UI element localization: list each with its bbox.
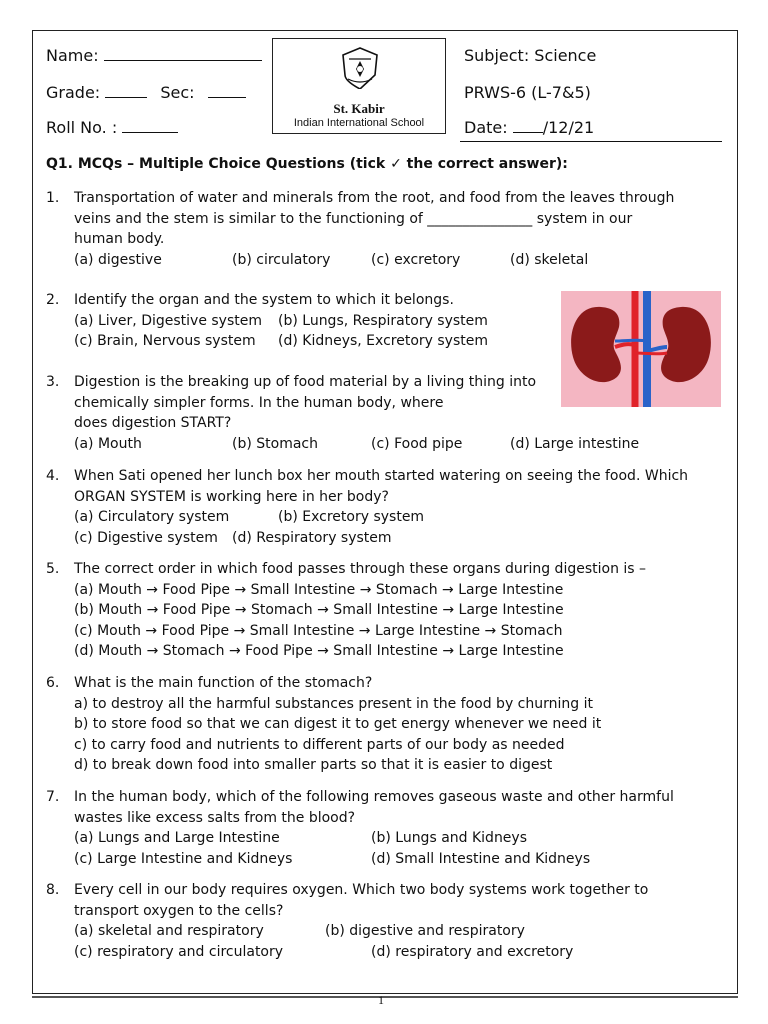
option-c[interactable]: (c) Digestive system [74, 529, 218, 546]
question-text: does digestion START? [74, 415, 232, 431]
page-number: 1 [378, 993, 384, 1007]
question-text: Identify the organ and the system to which it belongs. [74, 292, 454, 308]
school-emblem-icon [341, 47, 379, 89]
question-number: 7. [46, 789, 60, 805]
option-b[interactable]: (b) Excretory system [278, 509, 425, 525]
option-b[interactable]: (b) Mouth → Food Pipe → Stomach → Small Intestine → Large Intestine [74, 602, 564, 618]
question-text: wastes like excess salts from the blood? [74, 809, 356, 826]
grade-blank[interactable] [105, 97, 147, 98]
option-d[interactable]: (d) skeletal [510, 251, 589, 268]
question-number: 4. [46, 468, 60, 484]
option-d[interactable]: (d) Respiratory system [232, 529, 392, 546]
question-text: When Sati opened her lunch box her mouth started watering on seeing the food. Which [74, 468, 689, 484]
question-text: The correct order in which food passes through these organs during digestion is – [74, 561, 647, 577]
option-a[interactable]: (a) skeletal and respiratory [74, 923, 264, 939]
date-value: /12/21 [542, 118, 595, 137]
question-number: 1. [46, 190, 60, 206]
grade-field [46, 83, 246, 102]
name-field [46, 46, 262, 65]
option-c[interactable]: (c) respiratory and circulatory [74, 943, 284, 960]
date-label: Date: [464, 118, 508, 137]
option-d[interactable]: (d) Mouth → Stomach → Food Pipe → Small Intestine → Large Intestine [74, 643, 564, 659]
question-text: veins and the stem is similar to the functioning of _______________ system in our [74, 210, 633, 227]
option-b[interactable]: (b) Lungs, Respiratory system [278, 312, 488, 329]
option-c[interactable]: (c) Food pipe [371, 435, 463, 452]
option-b[interactable]: (b) Stomach [232, 435, 318, 452]
question-text: Transportation of water and minerals from the root, and food from the leaves through [74, 190, 675, 206]
option-b[interactable]: (b) circulatory [232, 251, 331, 268]
renal-artery-right [635, 353, 667, 354]
option-c[interactable]: c) to carry food and nutrients to different parts of our body as needed [74, 736, 565, 753]
option-d[interactable]: (d) Large intestine [510, 435, 640, 452]
question-text: Digestion is the breaking up of food material by a living thing into [74, 374, 537, 390]
footer-rule [32, 996, 738, 998]
date-field [464, 118, 594, 137]
roll-field [46, 118, 178, 137]
option-b[interactable]: (b) digestive and respiratory [325, 923, 525, 939]
option-a[interactable]: (a) digestive [74, 251, 162, 268]
option-d[interactable]: (d) Small Intestine and Kidneys [371, 850, 591, 867]
option-a[interactable]: a) to destroy all the harmful substances present in the food by churning it [74, 695, 593, 712]
roll-blank[interactable] [122, 132, 178, 133]
question-number: 3. [46, 374, 60, 390]
option-d[interactable]: (d) Kidneys, Excretory system [278, 333, 488, 349]
renal-vein-left [615, 340, 647, 341]
question-text: chemically simpler forms. In the human body, where [74, 394, 444, 411]
option-d[interactable]: (d) respiratory and excretory [371, 943, 574, 960]
subject: Subject: Science [464, 46, 597, 65]
grade-label: Grade: [46, 83, 101, 102]
option-b[interactable]: b) to store food so that we can digest it to get energy whenever we need it [74, 716, 602, 732]
header-rule [460, 141, 722, 142]
option-c[interactable]: (c) Mouth → Food Pipe → Small Intestine → Large Intestine → Stomach [74, 622, 563, 639]
question-number: 8. [46, 882, 60, 898]
option-a[interactable]: (a) Mouth → Food Pipe → Small Intestine → Stomach → Large Intestine [74, 581, 564, 598]
school-logo-box [272, 38, 446, 134]
option-b[interactable]: (b) Lungs and Kidneys [371, 830, 528, 846]
worksheet-code: PRWS-6 (L-7&5) [464, 83, 591, 102]
school-name: St. Kabir [333, 101, 385, 116]
question-text: ORGAN SYSTEM is working here in her body? [74, 488, 389, 505]
question-number: 2. [46, 292, 60, 308]
name-blank[interactable] [104, 60, 262, 61]
question-text: In the human body, which of the following removes gaseous waste and other harmful [74, 789, 674, 805]
option-c[interactable]: (c) excretory [371, 251, 461, 268]
question-text: transport oxygen to the cells? [74, 902, 284, 919]
school-full-name: Indian International School [293, 117, 425, 129]
name-label: Name: [46, 46, 99, 65]
sec-blank[interactable] [208, 97, 246, 98]
option-c[interactable]: (c) Brain, Nervous system [74, 333, 256, 349]
roll-label: Roll No. : [46, 118, 118, 137]
question-text: Every cell in our body requires oxygen. Which two body systems work together to [74, 882, 649, 898]
question-number: 6. [46, 675, 60, 691]
option-a[interactable]: (a) Liver, Digestive system [74, 312, 263, 329]
question-text: What is the main function of the stomach? [74, 675, 373, 691]
date-blank[interactable] [513, 132, 543, 133]
option-a[interactable]: (a) Lungs and Large Intestine [74, 830, 280, 846]
question-number: 5. [46, 561, 60, 577]
sec-label: Sec: [160, 83, 195, 102]
section-heading: Q1. MCQs – Multiple Choice Questions (tick ✓ the correct answer): [46, 156, 568, 172]
option-c[interactable]: (c) Large Intestine and Kidneys [74, 850, 293, 867]
option-a[interactable]: (a) Circulatory system [74, 509, 230, 525]
question-text: human body. [74, 231, 165, 247]
option-d[interactable]: d) to break down food into smaller parts so that it is easier to digest [74, 757, 553, 773]
option-a[interactable]: (a) Mouth [74, 435, 142, 452]
